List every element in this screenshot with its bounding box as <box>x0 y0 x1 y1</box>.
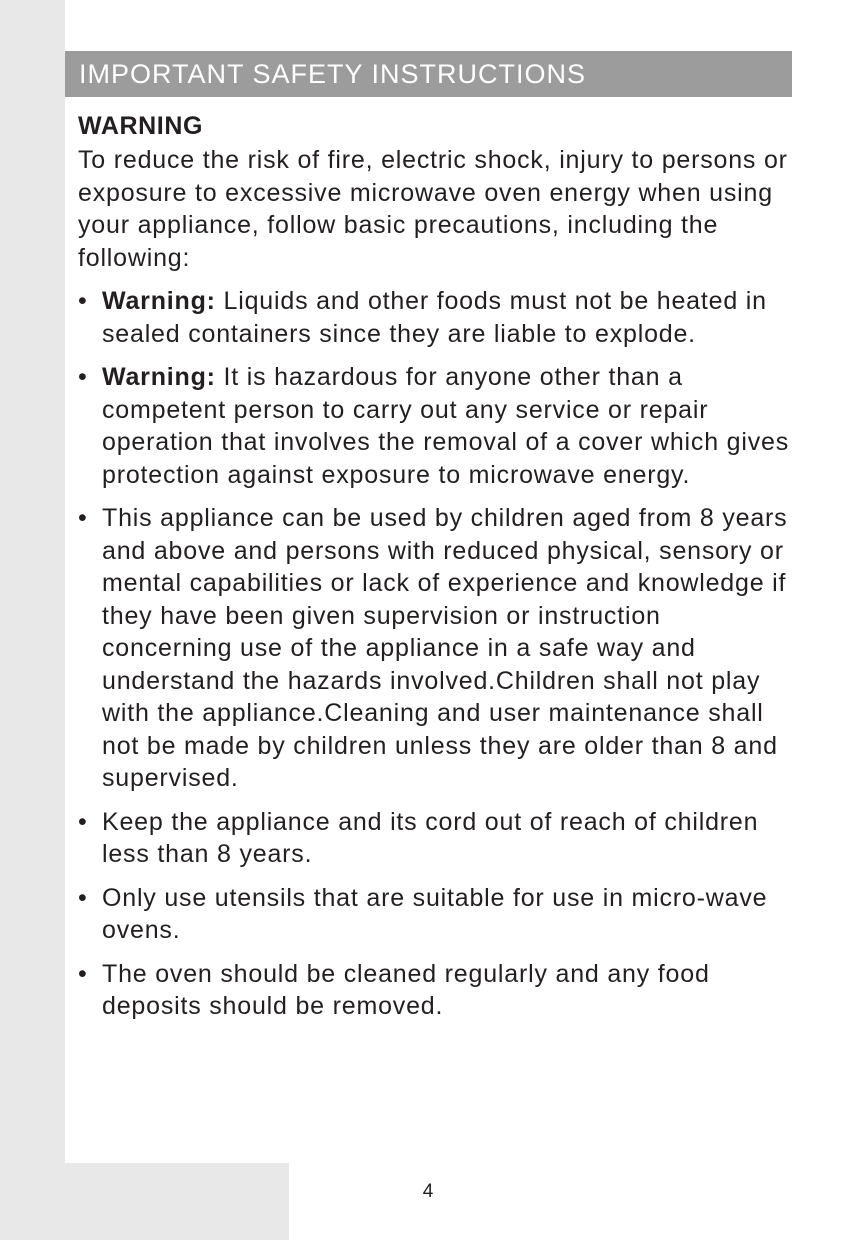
section-title: IMPORTANT SAFETY INSTRUCTIONS <box>79 59 587 89</box>
bullet-icon: • <box>78 504 88 532</box>
warning-heading: WARNING <box>78 112 204 140</box>
section-header <box>65 51 792 97</box>
bullet-icon: • <box>78 363 88 391</box>
bullet-text: Liquids and other foods must not be heated in sealed containers since they are liable to explode. <box>102 287 767 348</box>
bullet-label: Warning: <box>102 363 216 391</box>
bullet-text: It is hazardous for anyone other than a competent person to carry out any service or repair operation that involves the removal of a cover which gives protection against exposure to microwave energy. <box>102 363 790 489</box>
warning-intro: To reduce the risk of fire, electric shock, injury to persons or exposure to excessive microwave oven energy when using your appliance, follow basic precautions, including the following: <box>78 146 788 272</box>
bullet-text: Keep the appliance and its cord out of reach of children less than 8 years. <box>102 807 759 868</box>
safety-bullet-1 <box>78 285 792 350</box>
page-number: 4 <box>422 1181 434 1202</box>
safety-bullet-2 <box>78 361 792 491</box>
bullet-text: This appliance can be used by children aged from 8 years and above and persons with reduced physical, sensory or mental capabilities or lack of experience and knowledge if they have been given supervision or instruction concerning use of the appliance in a safe way and understand the hazards involved.Children shall not play with the appliance.Cleaning and user maintenance shall not be made by children unless they are older than 8 and supervised. <box>102 504 788 792</box>
bullet-icon: • <box>78 287 88 315</box>
bullet-icon: • <box>78 807 88 836</box>
safety-bullet-list <box>78 285 792 1023</box>
safety-bullet-6 <box>78 958 792 1023</box>
bullet-text: The oven should be cleaned regularly and any food deposits should be removed. <box>102 959 710 1020</box>
content-area <box>78 108 792 1034</box>
safety-bullet-4 <box>78 806 792 871</box>
safety-bullet-5 <box>78 882 792 947</box>
bullet-text: Only use utensils that are suitable for use in micro-wave ovens. <box>102 883 768 944</box>
bullet-icon: • <box>78 959 88 988</box>
bullet-icon: • <box>78 883 88 912</box>
safety-bullet-3 <box>78 502 792 795</box>
bullet-label: Warning: <box>102 287 216 315</box>
